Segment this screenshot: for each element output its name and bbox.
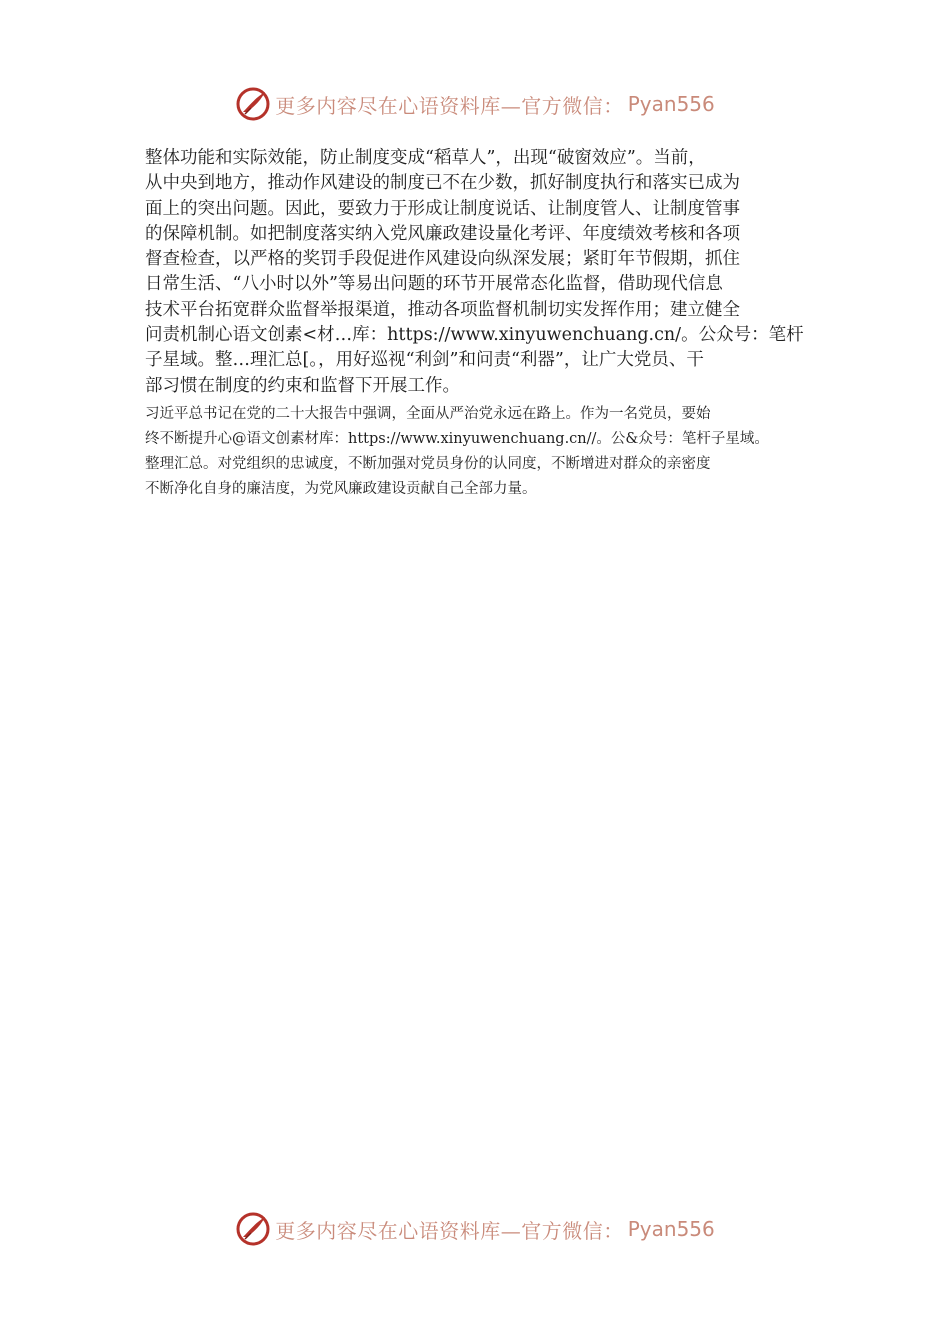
text-line: 技术平台拓宽群众监督举报渠道，推动各项监督机制切实发挥作用；建立健全 — [145, 299, 740, 320]
text-line: 整体功能和实际效能，防止制度变成“稻草人”，出现“破窗效应”。当前， — [145, 148, 706, 168]
quill-logo-icon — [235, 86, 271, 122]
banner-text: 更多内容尽在心语资料库—官方微信： — [275, 1218, 624, 1243]
paragraph-2 — [145, 402, 825, 502]
text-line: 不断净化自身的廉洁度，为党风廉政建设贡献自己全部力量。 — [145, 480, 537, 497]
text-line: 整理汇总。对党组织的忠诚度，不断加强对党员身份的认同度，不断增进对群众的亲密度 — [145, 455, 711, 472]
paragraph-1 — [145, 146, 825, 399]
text-line: 部习惯在制度的约束和监督下开展工作。 — [145, 375, 460, 396]
text-line: 问责机制心语文创素<材…库：https://www.xinyuwenchuang.cn/。公众号：笔杆 — [145, 325, 804, 346]
text-line: 日常生活、“八小时以外”等易出问题的环节开展常态化监督，借助现代信息 — [145, 274, 723, 295]
text-line: 习近平总书记在党的二十大报告中强调，全面从严治党永远在路上。作为一名党员，要始 — [145, 405, 711, 422]
banner-text: 更多内容尽在心语资料库—官方微信： — [275, 93, 624, 118]
text-line: 的保障机制。如把制度落实纳入党风廉政建设量化考评、年度绩效考核和各项 — [145, 223, 740, 244]
text-line: 督查检查，以严格的奖罚手段促进作风建设向纵深发展；紧盯年节假期，抓住 — [145, 249, 740, 270]
footer-banner — [0, 1211, 950, 1247]
text-line: 从中央到地方，推动作风建设的制度已不在少数，抓好制度执行和落实已成为 — [145, 173, 740, 194]
text-line: 子星域。整…理汇总[。，用好巡视“利剑”和问责“利器”，让广大党员、干 — [145, 350, 704, 371]
document-body — [145, 146, 825, 502]
header-banner — [0, 86, 950, 122]
text-line: 面上的突出问题。因此，要致力于形成让制度说话、让制度管人、让制度管事 — [145, 198, 740, 219]
banner-wechat-id: Pyan556 — [627, 1217, 715, 1241]
banner-wechat-id: Pyan556 — [627, 92, 715, 116]
text-line: 终不断提升心@语文创素材库：https://www.xinyuwenchuang.cn//。公&众号：笔杆子星域。 — [145, 430, 769, 447]
quill-logo-icon — [235, 1211, 271, 1247]
